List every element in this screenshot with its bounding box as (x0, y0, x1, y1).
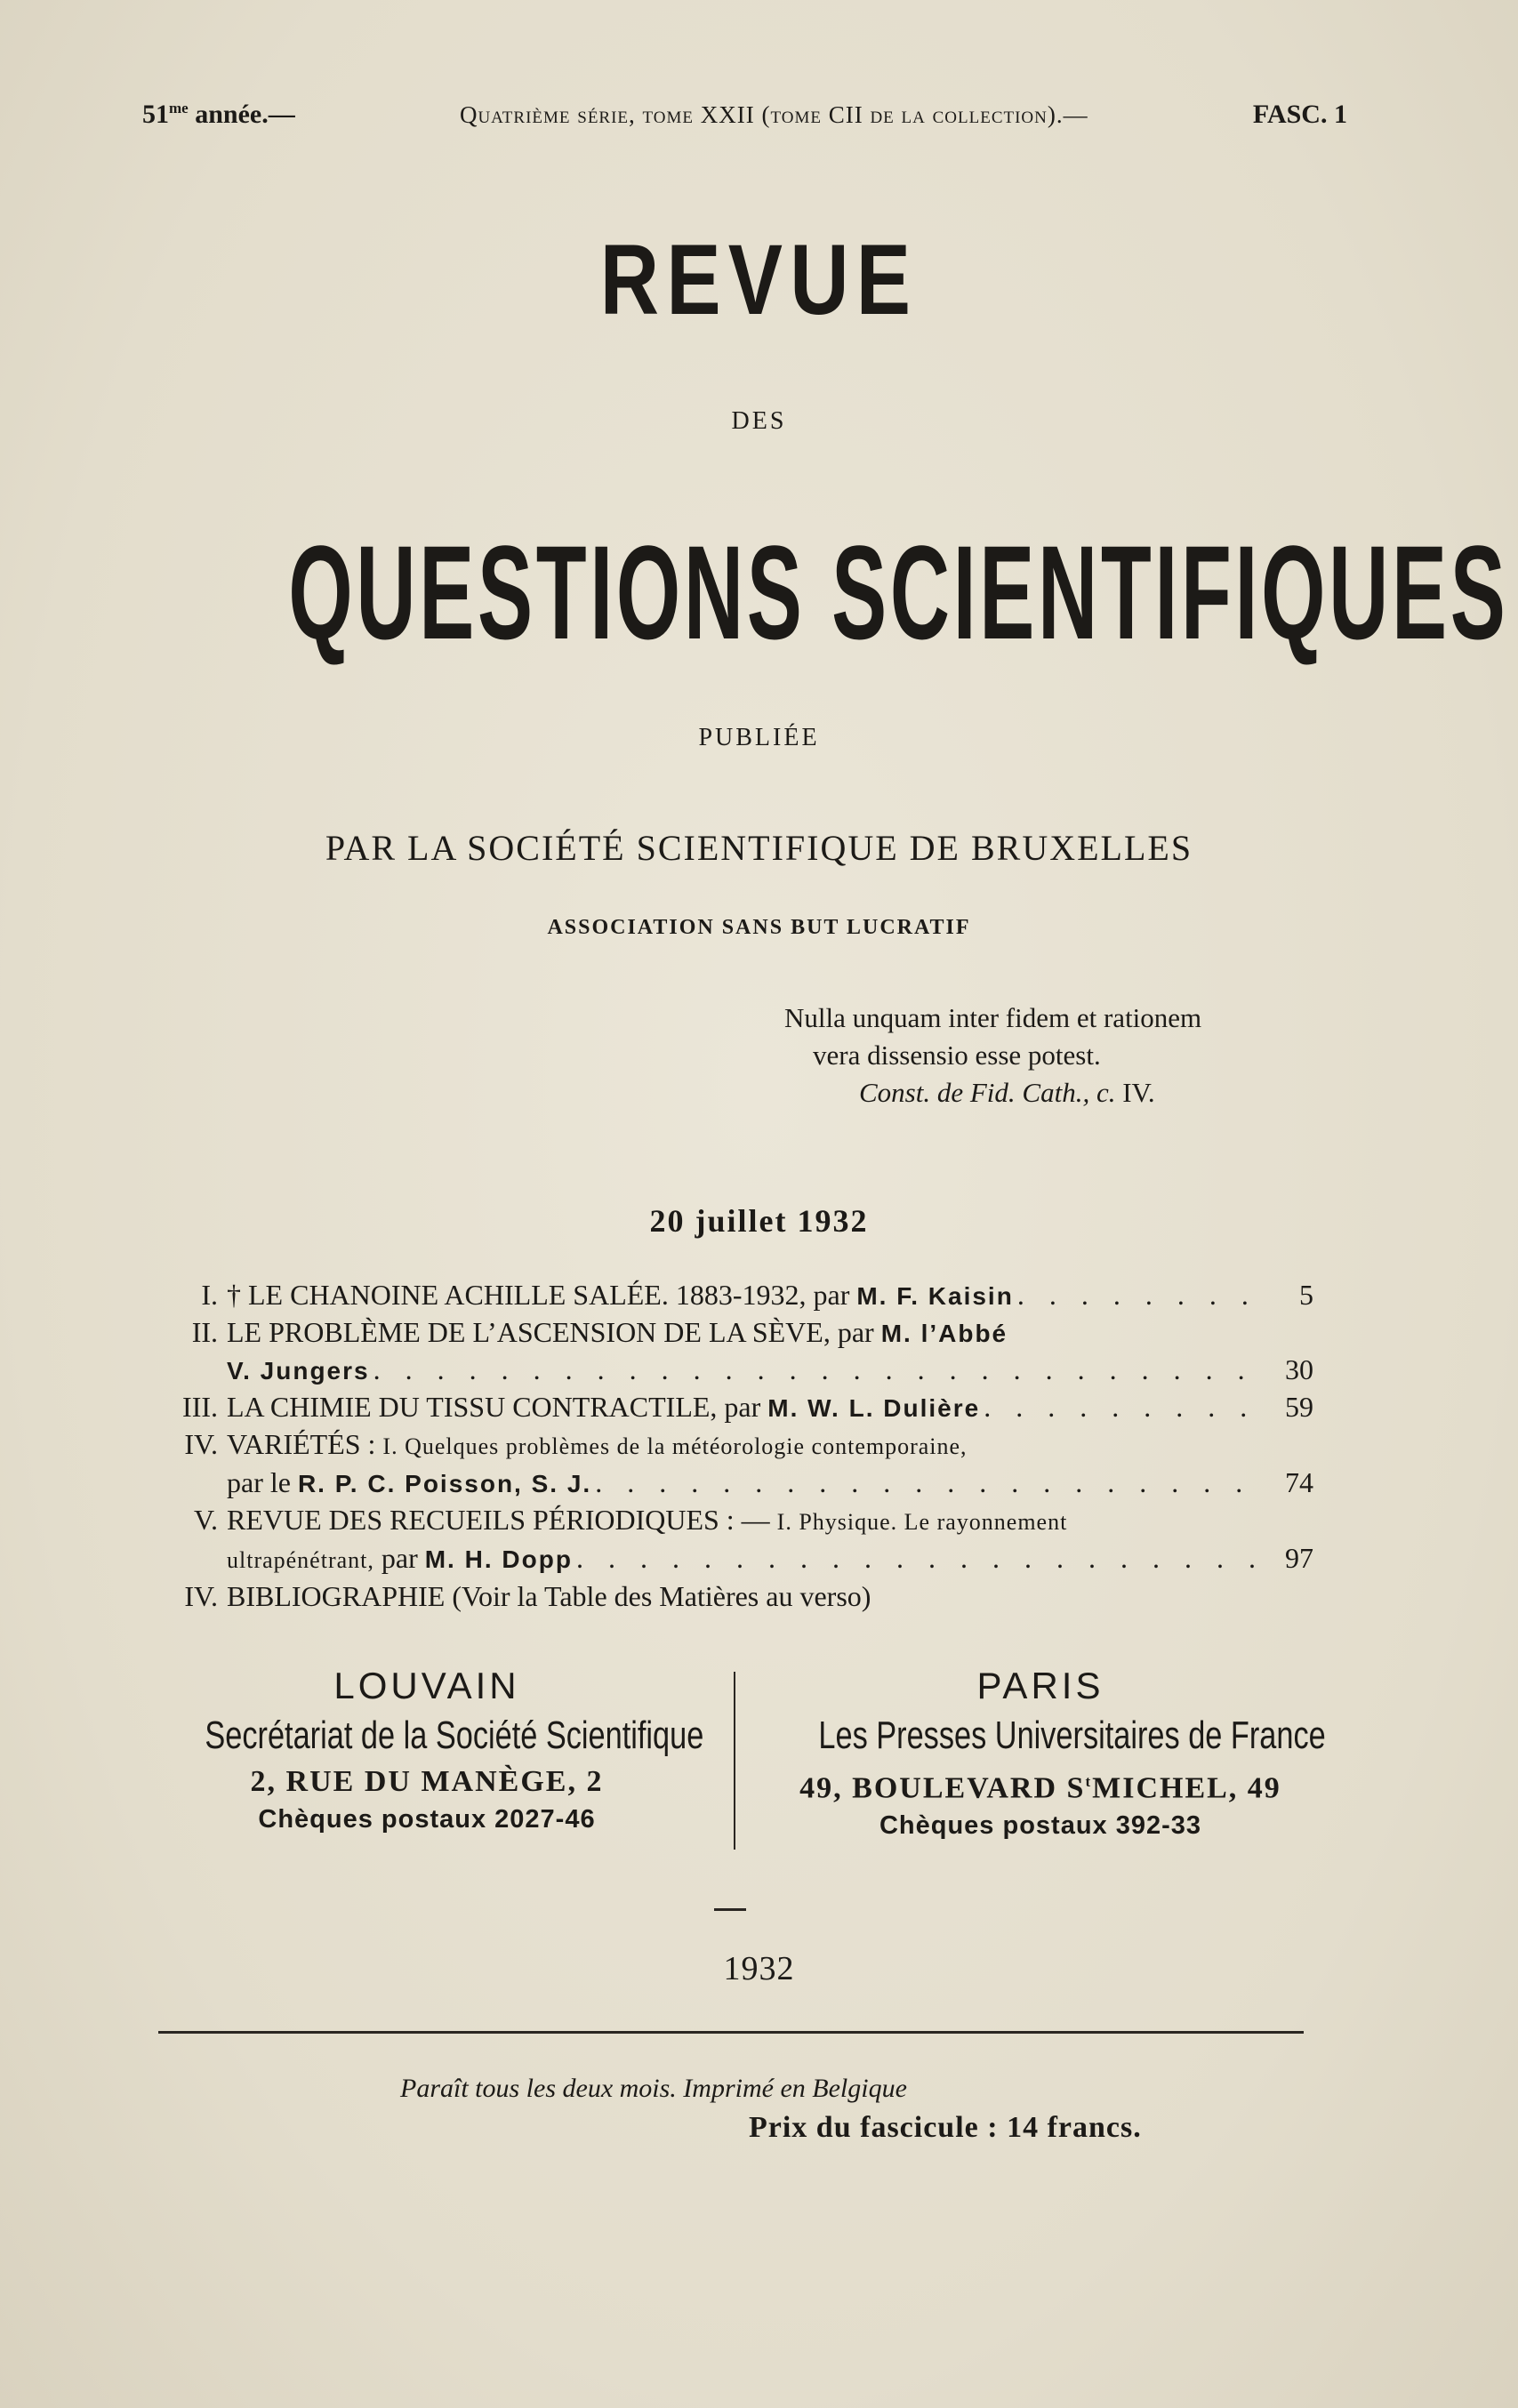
published-label: PUBLIÉE (698, 724, 820, 751)
imprint-cheque: Chèques postaux 392-33 (879, 1811, 1202, 1841)
issue-header (142, 100, 1347, 130)
toc-entry: V. REVUE DES RECUEILS PÉRIODIQUES : — I. Physique. Le rayonnement (194, 1504, 1068, 1536)
toc-entry: I. † LE CHANOINE ACHILLE SALÉE. 1883-1932, par M. F. Kaisin . . . 5 (156, 1277, 1313, 1314)
journal-title: QUESTIONS SCIENTIFIQUES (288, 518, 1509, 667)
price-note: Prix du fascicule : 14 francs. (749, 2111, 1142, 2144)
frequency-note: Paraît tous les deux mois. Imprimé en Belgique (400, 2074, 907, 2103)
imprint-address: 2, RUE DU MANÈGE, 2 (250, 1765, 604, 1798)
table-of-contents (156, 1277, 1313, 1615)
imprint-paris (756, 1663, 1325, 1843)
imprint-divider (734, 1672, 735, 1850)
toc-entry: IV. VARIÉTÉS : I. Quelques problèmes de la météorologie contemporaine, (184, 1428, 968, 1460)
fascicle-number: FASC. 1 (1252, 100, 1347, 129)
separator-dash (714, 1908, 746, 1911)
association-label: ASSOCIATION SANS BUT LUCRATIF (547, 916, 971, 939)
imprint-publisher: Les Presses Universitaires de France (818, 1714, 1326, 1757)
toc-entry-continued: ultrapénétrant, par M. H. Dopp . . . 97 (156, 1540, 1313, 1578)
motto (784, 999, 1201, 1112)
toc-entry: IV. BIBLIOGRAPHIE (Voir la Table des Matières au verso) (184, 1580, 871, 1612)
motto-line-1: Nulla unquam inter fidem et rationem (784, 1002, 1202, 1033)
issue-year: $51^{me}$ année.— (142, 100, 295, 129)
toc-entry-continued: V. Jungers . . . 30 (156, 1352, 1313, 1389)
toc-entry-continued: par le R. P. C. Poisson, S. J. . . . 74 (156, 1465, 1313, 1502)
imprint-city: LOUVAIN (333, 1665, 520, 1706)
title-des: DES (731, 407, 787, 435)
imprint-publisher: Secrétariat de la Société Scientifique (205, 1714, 704, 1757)
title-revue: REVUE (599, 224, 919, 335)
imprint-address: 49, BOULEVARD $S^tMICHEL$, 49 (799, 1771, 1281, 1805)
imprint-city: PARIS (976, 1665, 1104, 1706)
toc-entry: III. LA CHIMIE DU TISSU CONTRACTILE, par M. W. L. Dulière . . . 59 (156, 1389, 1313, 1426)
imprint-cheque: Chèques postaux 2027-46 (258, 1805, 596, 1834)
imprint-louvain (142, 1663, 711, 1837)
toc-entry: II. LE PROBLÈME DE L’ASCENSION DE LA SÈVE, par M. l’Abbé (191, 1316, 1008, 1348)
motto-line-2: vera dissensio esse potest. (813, 1039, 1101, 1071)
horizontal-rule (158, 2031, 1304, 2034)
series-info: Quatrième série, tome XXII (tome CII de la collection).— (459, 101, 1088, 128)
issue-date: 20 juillet 1932 (649, 1203, 869, 1239)
publication-year: 1932 (723, 1950, 795, 1987)
publisher-society: PAR LA SOCIÉTÉ SCIENTIFIQUE DE BRUXELLES (325, 828, 1193, 868)
imprint-block (142, 1663, 1325, 1858)
motto-source: Const. de Fid. Cath., c. IV. (859, 1077, 1155, 1108)
